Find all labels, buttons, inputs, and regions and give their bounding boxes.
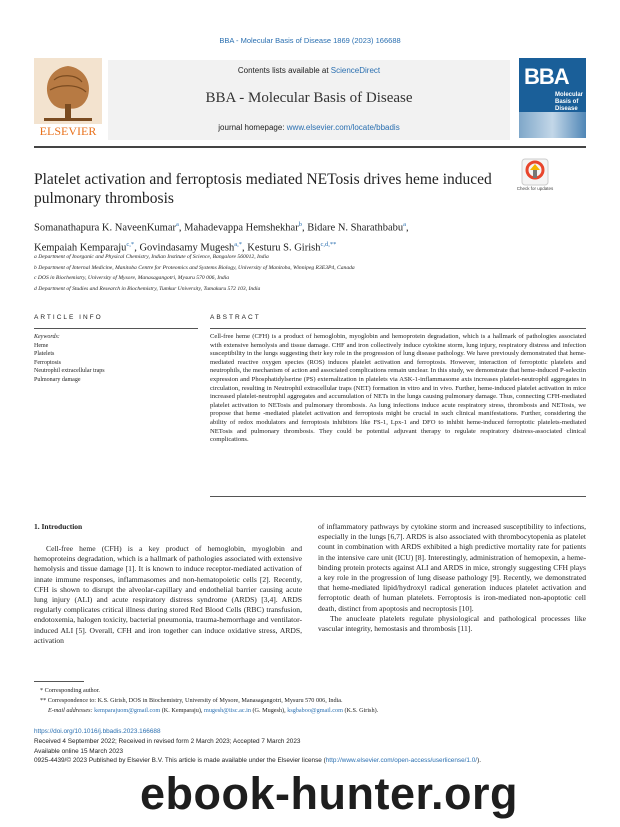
license-link[interactable]: http://www.elsevier.com/open-access/userlicense/1.0/ — [325, 757, 478, 765]
affiliation-item: a Department of Inorganic and Physical Chemistry, Indian Institute of Science, Bangalore 560012, India — [34, 254, 269, 260]
sciencedirect-link[interactable]: ScienceDirect — [330, 66, 381, 75]
author-affiliation-marker[interactable]: c,* — [126, 240, 135, 248]
author-separator: , — [134, 242, 140, 253]
cover-title: BBA — [524, 64, 569, 89]
email-owner: (G. Mugesh), — [250, 707, 288, 714]
journal-cover-image — [519, 58, 586, 138]
running-header[interactable]: BBA - Molecular Basis of Disease 1869 (2023) 166688 — [219, 36, 401, 45]
elsevier-tree-logo — [34, 58, 102, 138]
keyword-item: Platelets — [34, 351, 55, 358]
contents-prefix: Contents lists available at — [237, 66, 331, 75]
intro-paragraph: of inflammatory pathways by cytokine storm and increased susceptibility to infections, especially in the lungs [6,7]. ARDS is also associated with thrombocytopenia as platelet count in combination with ARDS exhibited a high predictive mortality rate for patients in the intensive care unit (ICU) [8]. Interestingly, administration of hemopexin, a heme-binding protein protects against ALI and ARDS in mice, strongly suggesting CFH plays a key role in the progression of lung disease pathology [9]. Recently, we demonstrated that heme-mediated lipid/hydroxyl radical generation induces platelet activation and ferroptotic death of human platelets. Ferroptosis is iron-mediated non-apoptotic cell death, distinct from apoptosis and necroptosis [10]. — [318, 522, 586, 613]
footnote-correspondence: ** Correspondence to: K.S. Girish, DOS in Biochemistry, University of Mysore, Manasagangotri, Mysuru 570 006, India. — [40, 697, 343, 704]
publication-info — [34, 727, 586, 766]
license-line — [34, 756, 586, 766]
author-name[interactable]: Mahadevappa Hemshekhar — [184, 222, 299, 234]
homepage-line — [108, 123, 510, 132]
cover-graphic — [519, 112, 586, 138]
received-dates: Received 4 September 2022; Received in revised form 2 March 2023; Accepted 7 March 2023 — [34, 737, 301, 745]
contents-line — [108, 66, 510, 75]
article-info-rule — [34, 328, 198, 329]
article-title: Platelet activation and ferroptosis mediated NETosis drives heme induced pulmonary thrombosis — [34, 171, 492, 207]
email-link-kemparaju[interactable]: kemparajuom@gmail.com — [94, 707, 161, 714]
intro-paragraph: The anucleate platelets regulate physiological and pathological processes like vascular integrity, hemostasis and thrombosis [11]. — [318, 613, 586, 634]
author-separator: , — [301, 222, 308, 234]
footnote-rule — [34, 681, 84, 682]
keyword-item: Pulmonary damage — [34, 376, 81, 383]
author-separator: , — [178, 222, 185, 234]
check-for-updates-label[interactable]: Check for updates — [516, 186, 554, 191]
header-rule — [34, 146, 586, 148]
abstract-text: Cell-free heme (CFH) is a product of hemoglobin, myoglobin and hemoprotein degradation, which is a hallmark of pathologies associated with extensive hemolysis and tissue damage. CHF and iron collectively induce cytokine storm, lung injury, respiratory distress and infection susceptibility in the lungs suggesting their key role in the progression of lung disease pathology. We have previously demonstrated that heme-mediated reactive oxygen species (ROS) induces platelet activation and ferroptosis. However, interaction of ferroptotic platelets and neutrophils, the mechanism of action and associated complications remain unclear. In this study, we demonstrate that heme-induced P-selectin expression and Phosphatidylserine (PS) externalization in platelets via ASK-1-inflammasome axis increases platelet-neutrophil aggregates in circulation, resulting in Neutrophil extracellular traps (NET) formation in vitro and in vivo. Further, heme-induced platelet activation in mice increased platelet-neutrophil aggregates and accumulation of NETs in the lungs causing pulmonary damage. Thus, connecting CFH-mediated platelet activation to NETosis and pulmonary thrombosis. As lung infections induce acute respiratory stress, thrombosis and NETosis, we propose that heme -mediated platelet activation and ferroptosis might be crucial in such clinical manifestations. Further, considering the ability of redox modulators and ferroptosis inhibitors like FS-1, Lpx-1 and DFO to inhibit heme-induced ferroptotic platelets-mediated NETosis and pulmonary thrombosis. They could be potential adjuvant therapy to regulate respiratory distress-associated clinical complications. — [210, 333, 586, 444]
abstract-rule — [210, 328, 586, 329]
author-affiliation-marker[interactable]: a — [403, 221, 407, 228]
email-owner: (K. Kemparaju), — [160, 707, 204, 714]
footnotes — [34, 686, 586, 716]
keyword-item: Ferroptosis — [34, 359, 61, 366]
footnote-corresponding: * Corresponding author. — [40, 687, 100, 694]
elsevier-wordmark: ELSEVIER — [39, 124, 97, 138]
author-affiliation-marker[interactable]: a — [176, 221, 179, 228]
author-name[interactable]: Govindasamy Mugesh — [139, 242, 235, 253]
author-affiliation-marker[interactable]: b — [298, 221, 302, 228]
introduction-heading: 1. Introduction — [34, 522, 83, 531]
intro-right-column — [318, 522, 586, 634]
affiliation-item: d Department of Studies and Research in Biochemistry, Tumkur University, Tumakuru 572 103, India — [34, 285, 261, 292]
available-date: Available online 15 March 2023 — [34, 747, 124, 755]
author-name[interactable]: Somanathapura K. NaveenKumar — [34, 222, 176, 234]
affiliation-item: c DOS in Biochemistry, University of Mysore, Manasagangotri, Mysuru 570 006, India — [34, 275, 230, 281]
email-link-mugesh[interactable]: mugesh@iisc.ac.in — [204, 707, 251, 714]
homepage-link[interactable]: www.elsevier.com/locate/bbadis — [286, 123, 400, 132]
affiliation-item: b Department of Internal Medicine, Manitoba Centre for Proteomics and Systems Biology, University of Manitoba, Winnipeg R3E3P4, Canada — [34, 264, 355, 271]
author-affiliation-marker[interactable]: a,* — [234, 240, 242, 248]
journal-name: BBA - Molecular Basis of Disease — [205, 90, 413, 106]
intro-paragraph: Cell-free heme (CFH) is a key product of hemoglobin, myoglobin and hemoproteins degradation, which is a hallmark of pathologies associated with extensive hemolysis and tissue damage [1]. It is known to induce receptor-mediated activation of innate immune responses, inflammasomes and non-hematopoietic cells [2]. Recently, CFH is shown to disrupt the alveolar-capillary and endothelial barrier causing acute lung injury (ALI) and acute respiratory distress syndrome (ARDS) [3,4]. ARDS regularly complicates critical illness during stored Red Blood Cells (RBC) transfusion, endotoxemia, halogen toxicity, bacterial pneumonia, trauma-hemorrhage and ventilator-induced ALI [5]. Overall, CFH and iron together can induce oxidative stress, ARDS, activation — [34, 544, 302, 645]
affiliation-list — [34, 252, 586, 294]
author-separator: , — [406, 222, 409, 234]
author-name[interactable]: Bidare N. Sharathbabu — [307, 222, 404, 234]
keywords-label: Keywords: — [34, 334, 60, 340]
keyword-item: Neutrophil extracellular traps — [34, 368, 105, 375]
abstract-end-rule — [210, 496, 586, 497]
keywords-block — [34, 333, 198, 385]
email-link-girish[interactable]: ksgbaboo@gmail.com — [287, 707, 343, 714]
keyword-item: Heme — [34, 342, 49, 349]
watermark-text: ebook-hunter.org — [140, 768, 518, 819]
article-info-heading: ARTICLE INFO — [34, 314, 103, 321]
intro-left-column — [34, 544, 302, 646]
email-label: E-mail addresses: — [48, 707, 93, 714]
author-affiliation-marker[interactable]: c,d,** — [320, 240, 337, 248]
email-owner: (K.S. Girish). — [342, 707, 379, 714]
author-list — [34, 217, 586, 256]
doi-link[interactable]: https://doi.org/10.1016/j.bbadis.2023.166688 — [34, 728, 161, 735]
cover-subtitle: Molecular Basis of Disease — [555, 92, 584, 112]
homepage-prefix: journal homepage: — [218, 123, 287, 132]
author-name[interactable]: Kesturu S. Girish — [247, 242, 321, 253]
license-suffix: ). — [477, 757, 481, 765]
author-name[interactable]: Kempaiah Kemparaju — [34, 242, 127, 253]
license-prefix: 0925-4439/© 2023 Published by Elsevier B.V. This article is made available under the Elsevier license ( — [34, 757, 326, 765]
footnote-emails — [34, 706, 586, 716]
abstract-heading: ABSTRACT — [210, 314, 261, 321]
check-for-updates-icon[interactable] — [520, 158, 550, 186]
author-separator: , — [242, 242, 248, 253]
